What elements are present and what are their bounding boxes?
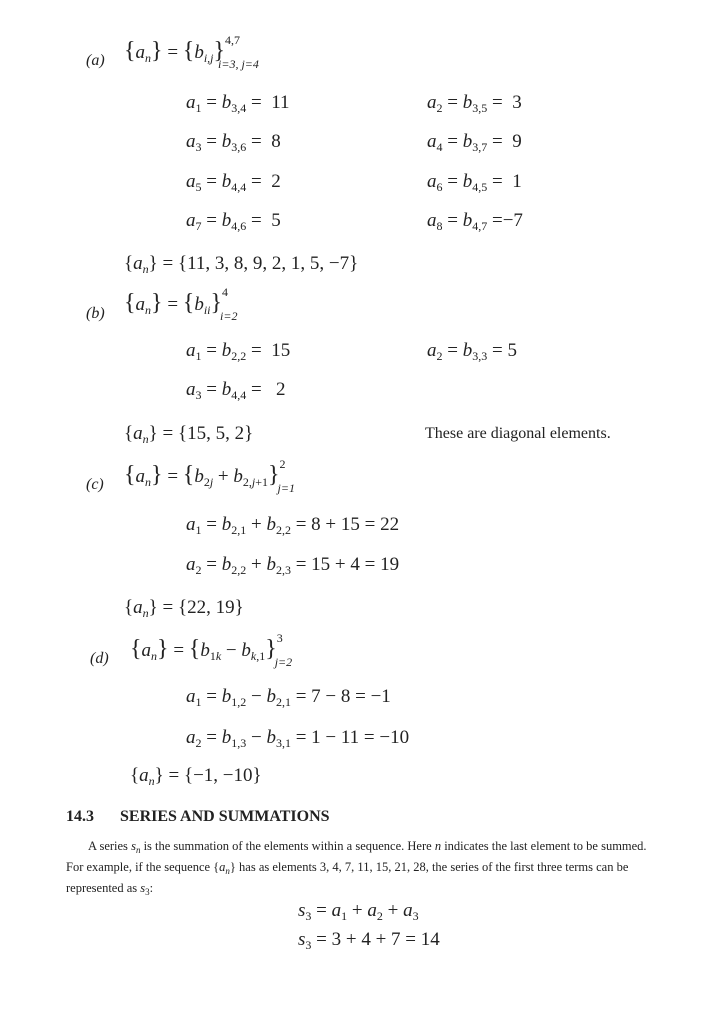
- part-d-line2: $a_2 = b_{1,3} - b_{3,1} = 1 - 11 = -10$: [186, 727, 410, 750]
- part-a-row2-left: $a_3 = b_{3,6} = 8$: [186, 131, 281, 154]
- part-b-row1-left: $a_1 = b_{2,2} = 15$: [186, 340, 291, 363]
- section-heading: [66, 808, 330, 826]
- part-d-definition: $\{a_n\} = \{b_{1k} - b_{k,1}\}^3_{j=2}$: [130, 631, 293, 669]
- part-c-definition: $\{a_n\} = \{b_{2j} + b_{2,j+1}\}^2_{j=1}$: [124, 457, 295, 495]
- part-a-row2-right: $a_4 = b_{3,7} = 9$: [427, 131, 522, 154]
- part-c-label: (c): [86, 476, 104, 493]
- section-number: 14.3: [66, 808, 94, 825]
- series-equation-1: $s_3 = a_1 + a_2 + a_3$: [298, 900, 419, 923]
- part-a-row4-left: $a_7 = b_{4,6} = 5$: [186, 210, 281, 233]
- part-b-row1-right: $a_2 = b_{3,3} = 5$: [427, 340, 517, 363]
- part-a-row3-right: $a_6 = b_{4,5} = 1$: [427, 171, 522, 194]
- part-c-line2: $a_2 = b_{2,2} + b_{2,3} = 15 + 4 = 19$: [186, 554, 400, 577]
- part-b-result: $\{a_n\} = \{15$, 5, 2}: [124, 423, 254, 446]
- part-a-label: (a): [86, 52, 105, 69]
- part-a-definition: $\{a_n\} = \{b_{i,j}\}^{4,7}_{i=3, j=4}$: [124, 33, 259, 71]
- part-b-label: (b): [86, 305, 105, 322]
- part-a-row1-right: $a_2 = b_{3,5} = 3$: [427, 92, 522, 115]
- part-d-result: $\{a_n\} = \{-1$, −10}: [130, 765, 262, 788]
- section-paragraph: A series $s_n$ is the summation of the elements within a sequence. Here n indicates the last element to be summed. For example, if the sequence $\{a_n\}$ has as elements 3, 4, 7, 11, 15, 21, 28, the series of the first three terms can be represented as $s_3$:: [66, 839, 647, 897]
- part-a-result: $\{a_n\} = \{11$, 3, 8, 9, 2, 1, 5, −7}: [124, 253, 359, 276]
- part-d-label: (d): [90, 650, 109, 667]
- part-b-definition: $\{a_n\} = \{b_{ii}\}^4_{i=2}$: [124, 285, 238, 323]
- part-c-line1: $a_1 = b_{2,1} + b_{2,2} = 8 + 15 = 22$: [186, 514, 400, 537]
- series-equation-2: $s_3 = 3 + 4 + 7 = 14$: [298, 929, 440, 952]
- part-b-note: These are diagonal elements.: [425, 425, 611, 442]
- part-c-result: $\{a_n\} = \{22$, 19}: [124, 597, 244, 620]
- part-a-row1-left: $a_1 = b_{3,4} = 11$: [186, 92, 290, 115]
- part-a-row4-right: $a_8 = b_{4,7} =-7$: [427, 210, 523, 233]
- part-a-row3-left: $a_5 = b_{4,4} = 2$: [186, 171, 281, 194]
- part-d-line1: $a_1 = b_{1,2} - b_{2,1} = 7 - 8 = -1$: [186, 686, 391, 709]
- section-title: SERIES AND SUMMATIONS: [120, 808, 330, 825]
- part-b-row2-left: $a_3 = b_{4,4} = 2$: [186, 379, 286, 402]
